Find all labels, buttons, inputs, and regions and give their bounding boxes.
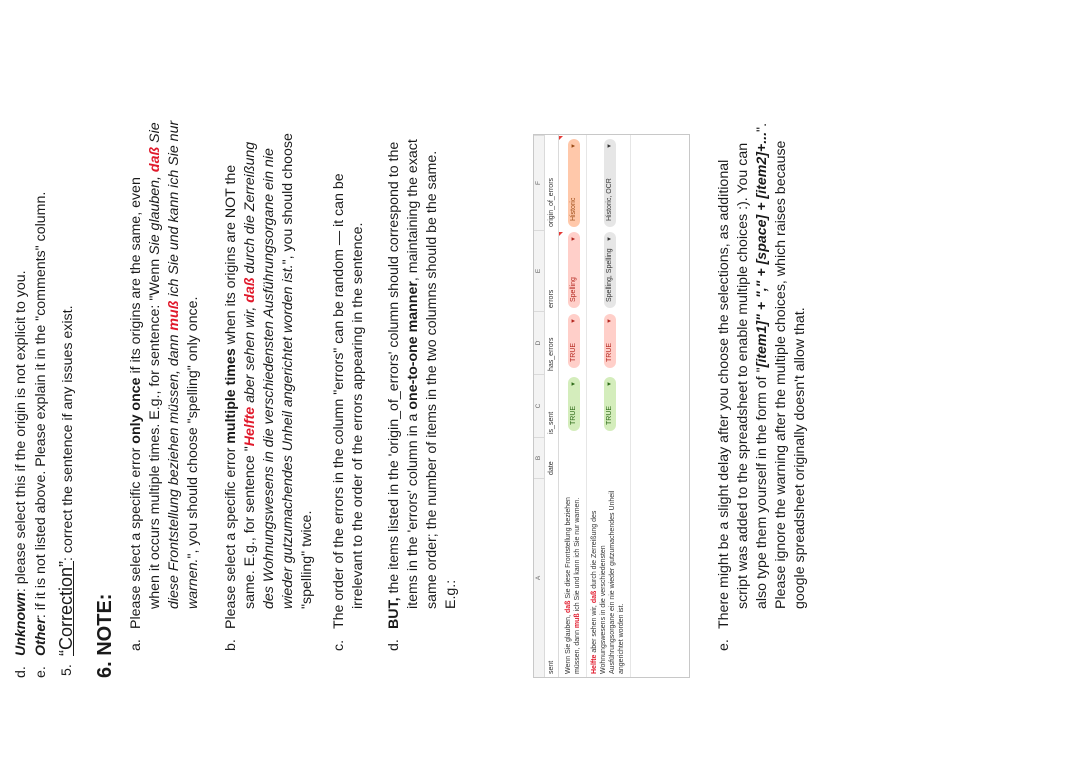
col-header-e: E (534, 230, 545, 311)
item-unknown: Unknown: please select this if the origin is not explicit to you. (13, 270, 29, 656)
list-marker: b. (223, 639, 239, 651)
note-b-line1: Please select a specific error multiple times when its origins are NOT the (223, 164, 239, 629)
note-a-line3: diese Frontstellung beziehen müssen, dann muß ich Sie und kann ich Sie nur (166, 120, 182, 609)
col-header-d: D (534, 311, 545, 374)
note-heading: 6. NOTE: (94, 593, 116, 678)
warning-marker (559, 232, 563, 236)
list-marker: a. (128, 639, 144, 651)
note-e-line3: also type them yourself in the form of "[item1]" + "," + [space] + [item2]+...". (754, 122, 770, 609)
col-header-b: B (534, 437, 545, 478)
note-b-line3: des Wohnungswesens in die verschiedensten Ausführungsorgane ein nie (261, 148, 277, 609)
note-d-line1: BUT, the items listed in the 'origin_of_errors' column should correspond to the (386, 141, 402, 629)
has-errors-dropdown[interactable]: TRUE ▼ (568, 314, 580, 368)
header-origin-of-errors: origin_of_errors (548, 177, 555, 227)
note-d-line4: E.g.: (443, 579, 459, 609)
note-e-line5: google spreadsheet originally doesn't allow that. (792, 307, 808, 609)
note-a-line1: Please select a specific error only once if its origins are the same, even (128, 177, 144, 629)
list-marker: d. (386, 639, 402, 651)
note-d-line2: items in the 'errors' column in a one-to-one manner, maintaining the exact (405, 139, 421, 609)
list-marker: c. (331, 639, 347, 651)
note-a-line4: warnen.", you should choose "spelling" only once. (185, 296, 201, 609)
warning-marker (559, 136, 563, 140)
col-header-a: A (534, 478, 545, 677)
origin-dropdown[interactable]: Historic, OCR ▼ (604, 139, 616, 227)
col-header-c: C (534, 374, 545, 437)
note-e-line1: There might be a slight delay after you choose the selections, as additional (716, 159, 732, 629)
note-c-line2: irrelevant to the order of the errors appearing in the sentence. (350, 222, 366, 609)
note-b-line5: "spelling" twice. (299, 510, 315, 609)
note-d-line3: same order; the number of items in the two columns should be the same. (424, 150, 440, 609)
has-errors-dropdown[interactable]: TRUE ▼ (604, 314, 616, 368)
header-is-sent: is_sent (548, 411, 555, 434)
note-a-line2: when it occurs multiple times. E.g., for sentence: "Wenn Sie glauben, daß Sie (147, 122, 163, 609)
note-b-line2: same. E.g., for sentence "Helfte aber sehen wir, daß durch die Zerreißung (242, 141, 258, 609)
is-sent-dropdown[interactable]: TRUE ▼ (604, 377, 616, 431)
note-b-line4: wieder gutzumachendes Unheil angerichtet worden ist.", you should choose (280, 133, 296, 609)
header-sent: sent (548, 660, 555, 674)
list-marker: d. (13, 666, 29, 678)
origin-dropdown[interactable]: Historic ▼ (568, 139, 580, 227)
table-row: Helfte aber sehen wir, daß durch die Zerreißung des Wohnungswesens in die verschiedensten Ausführungsorgane ein nie wieder gutzumachendes Unheil angerichtet worden ist. (591, 490, 625, 674)
spreadsheet-example (533, 134, 690, 678)
term-correction: “Correction” (56, 560, 76, 656)
col-header-f: F (534, 135, 545, 230)
note-e-line4: Please ignore the warning after the multiple choices, which raises because (773, 140, 789, 609)
note-e-line2: script was added to the spreadsheet to enable multiple choices :). You can (735, 142, 751, 609)
is-sent-dropdown[interactable]: TRUE ▼ (568, 377, 580, 431)
list-marker: 5. (59, 664, 75, 676)
list-marker: e. (716, 639, 732, 651)
errors-dropdown[interactable]: Spelling, Spelling ▼ (604, 232, 616, 308)
list-marker: e. (33, 666, 49, 678)
header-date: date (548, 461, 555, 475)
item-other: Other: if it is not listed above. Please explain it in the "comments" column. (33, 191, 49, 656)
table-row: Wenn Sie glauben, daß Sie diese Frontstellung beziehen müssen, dann muß ich Sie und kann ich Sie nur warnen. (565, 497, 581, 674)
note-c-line1: The order of the errors in the column "errors" can be random — it can be (331, 173, 347, 629)
header-has-errors: has_errors (548, 337, 555, 371)
errors-dropdown[interactable]: Spelling ▼ (568, 232, 580, 308)
item-correction: “Correction”: correct the sentence if any issues exist. (56, 305, 76, 656)
term-other: Other (33, 618, 49, 656)
term-unknown: Unknown (13, 592, 29, 656)
header-errors: errors (548, 289, 555, 308)
